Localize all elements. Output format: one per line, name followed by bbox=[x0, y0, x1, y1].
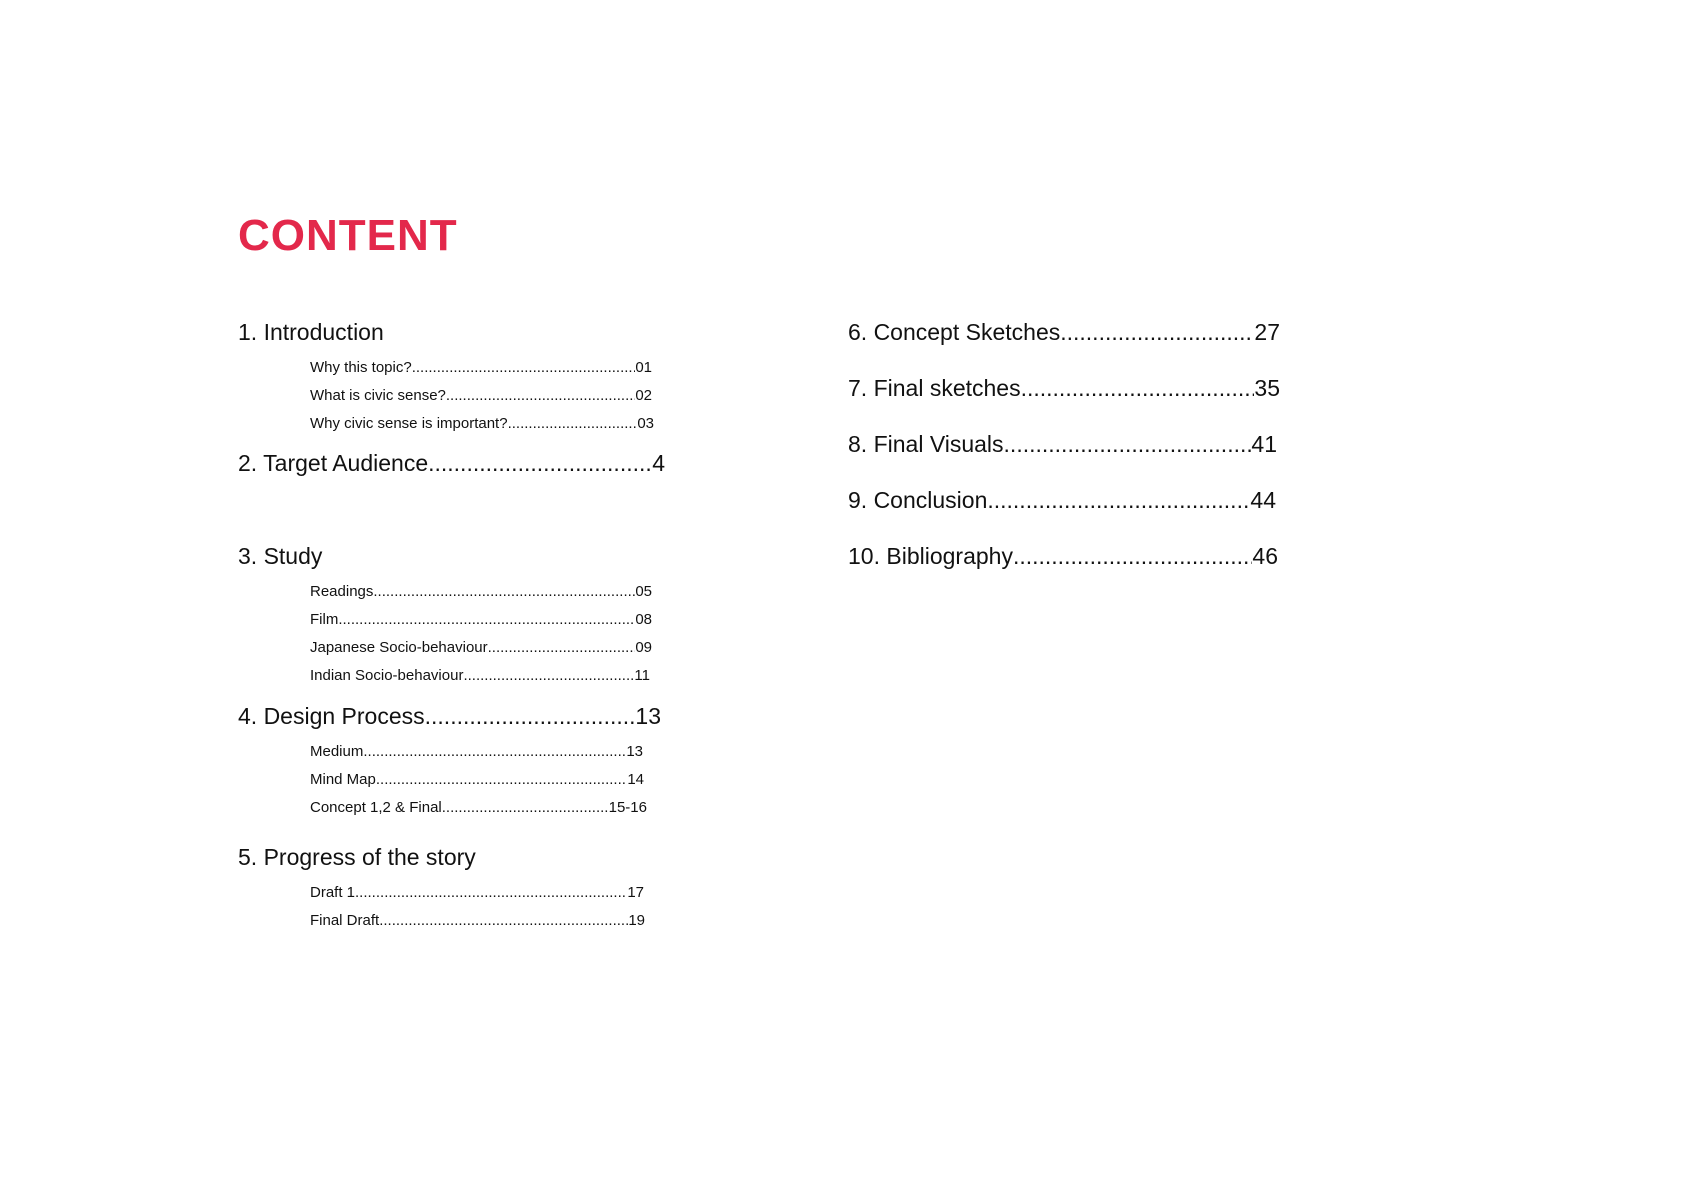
toc-section-target-audience bbox=[238, 447, 678, 540]
toc-subentry-label: Why this topic? bbox=[310, 359, 412, 376]
toc-entry-label: 1. Introduction bbox=[238, 319, 384, 345]
toc-subentry-label: Final Draft bbox=[310, 912, 380, 929]
leader-dots bbox=[412, 354, 636, 382]
toc-subentry[interactable] bbox=[310, 766, 644, 794]
toc-entry-label: 9. Conclusion bbox=[848, 487, 988, 513]
toc-page-number: 4 bbox=[652, 450, 665, 476]
toc-subentry[interactable] bbox=[310, 879, 644, 907]
page-title: CONTENT bbox=[238, 211, 458, 260]
leader-dots bbox=[446, 382, 635, 410]
toc-entry-label: 8. Final Visuals bbox=[848, 431, 1004, 457]
leader-dots bbox=[373, 578, 635, 606]
toc-page-number: 41 bbox=[1251, 431, 1277, 457]
toc-page-number: 13 bbox=[626, 743, 643, 760]
toc-subentry[interactable] bbox=[310, 907, 645, 935]
leader-dots bbox=[338, 606, 635, 634]
toc-subentry-label: Medium bbox=[310, 743, 364, 760]
toc-right-column bbox=[848, 316, 1288, 572]
toc-subentry-label: Concept 1,2 & Final bbox=[310, 799, 442, 816]
leader-dots bbox=[1013, 540, 1252, 572]
toc-page-number: 19 bbox=[628, 912, 645, 929]
toc-page-number: 13 bbox=[635, 703, 661, 729]
toc-subentry[interactable] bbox=[310, 794, 647, 822]
toc-section-design-process bbox=[238, 700, 678, 841]
leader-dots bbox=[1021, 372, 1255, 404]
leader-dots bbox=[1004, 428, 1252, 460]
toc-entry[interactable] bbox=[238, 841, 658, 873]
toc-subentry[interactable] bbox=[310, 606, 652, 634]
toc-subentry-label: What is civic sense? bbox=[310, 387, 446, 404]
toc-entry[interactable] bbox=[238, 316, 658, 348]
toc-entry[interactable] bbox=[848, 428, 1277, 460]
toc-subentry-label: Draft 1 bbox=[310, 884, 356, 901]
toc-subentry-label: Indian Socio-behaviour bbox=[310, 667, 464, 684]
toc-entry-label: 10. Bibliography bbox=[848, 543, 1013, 569]
toc-subentries bbox=[310, 578, 678, 690]
toc-page-number: 35 bbox=[1254, 375, 1280, 401]
toc-entry[interactable] bbox=[848, 540, 1278, 572]
toc-page-number: 27 bbox=[1254, 319, 1280, 345]
toc-subentry-label: Why civic sense is important? bbox=[310, 415, 508, 432]
toc-entry-label: 2. Target Audience bbox=[238, 450, 429, 476]
toc-section-study bbox=[238, 540, 678, 700]
leader-dots bbox=[508, 410, 638, 438]
toc-subentries bbox=[310, 738, 678, 822]
toc-entry[interactable] bbox=[238, 447, 665, 479]
leader-dots bbox=[355, 879, 627, 907]
leader-dots bbox=[987, 484, 1250, 516]
toc-subentry[interactable] bbox=[310, 354, 652, 382]
toc-entry-label: 6. Concept Sketches bbox=[848, 319, 1061, 345]
toc-subentry[interactable] bbox=[310, 634, 652, 662]
leader-dots bbox=[488, 634, 636, 662]
toc-page-number: 09 bbox=[635, 639, 652, 656]
toc-page-number: 11 bbox=[634, 667, 650, 684]
toc-page-number: 02 bbox=[635, 387, 652, 404]
toc-page-number: 08 bbox=[635, 611, 652, 628]
toc-page-number: 44 bbox=[1250, 487, 1276, 513]
toc-section-introduction bbox=[238, 316, 678, 447]
toc-page-number: 15-16 bbox=[608, 799, 647, 816]
toc-page-number: 05 bbox=[635, 583, 652, 600]
toc-page-number: 14 bbox=[627, 771, 644, 788]
toc-left-column bbox=[238, 316, 678, 941]
toc-entry[interactable] bbox=[848, 316, 1280, 348]
toc-subentry[interactable] bbox=[310, 662, 650, 690]
leader-dots bbox=[376, 766, 627, 794]
toc-subentry-label: Readings bbox=[310, 583, 374, 600]
toc-subentry[interactable] bbox=[310, 382, 652, 410]
toc-page-number: 17 bbox=[627, 884, 644, 901]
toc-entry[interactable] bbox=[238, 700, 661, 732]
leader-dots bbox=[1060, 316, 1254, 348]
toc-entry-label: 4. Design Process bbox=[238, 703, 425, 729]
leader-dots bbox=[442, 794, 609, 822]
toc-entry[interactable] bbox=[848, 484, 1276, 516]
leader-dots bbox=[428, 447, 652, 479]
toc-subentry-label: Film bbox=[310, 611, 339, 628]
leader-dots bbox=[425, 700, 636, 732]
leader-dots bbox=[363, 738, 626, 766]
toc-entry[interactable] bbox=[238, 540, 658, 572]
toc-entry-label: 5. Progress of the story bbox=[238, 844, 476, 870]
toc-subentries bbox=[310, 354, 678, 438]
toc-subentry[interactable] bbox=[310, 410, 654, 438]
leader-dots bbox=[379, 907, 628, 935]
toc-section-progress-of-story bbox=[238, 841, 678, 941]
toc-entry[interactable] bbox=[848, 372, 1280, 404]
toc-page-number: 03 bbox=[637, 415, 654, 432]
toc-subentry-label: Japanese Socio-behaviour bbox=[310, 639, 488, 656]
toc-page-number: 46 bbox=[1252, 543, 1278, 569]
toc-entry-label: 7. Final sketches bbox=[848, 375, 1021, 401]
toc-page-number: 01 bbox=[635, 359, 652, 376]
toc-subentry[interactable] bbox=[310, 578, 652, 606]
toc-subentry[interactable] bbox=[310, 738, 643, 766]
toc-subentry-label: Mind Map bbox=[310, 771, 376, 788]
leader-dots bbox=[463, 662, 634, 690]
toc-entry-label: 3. Study bbox=[238, 543, 323, 569]
toc-subentries bbox=[310, 879, 678, 935]
